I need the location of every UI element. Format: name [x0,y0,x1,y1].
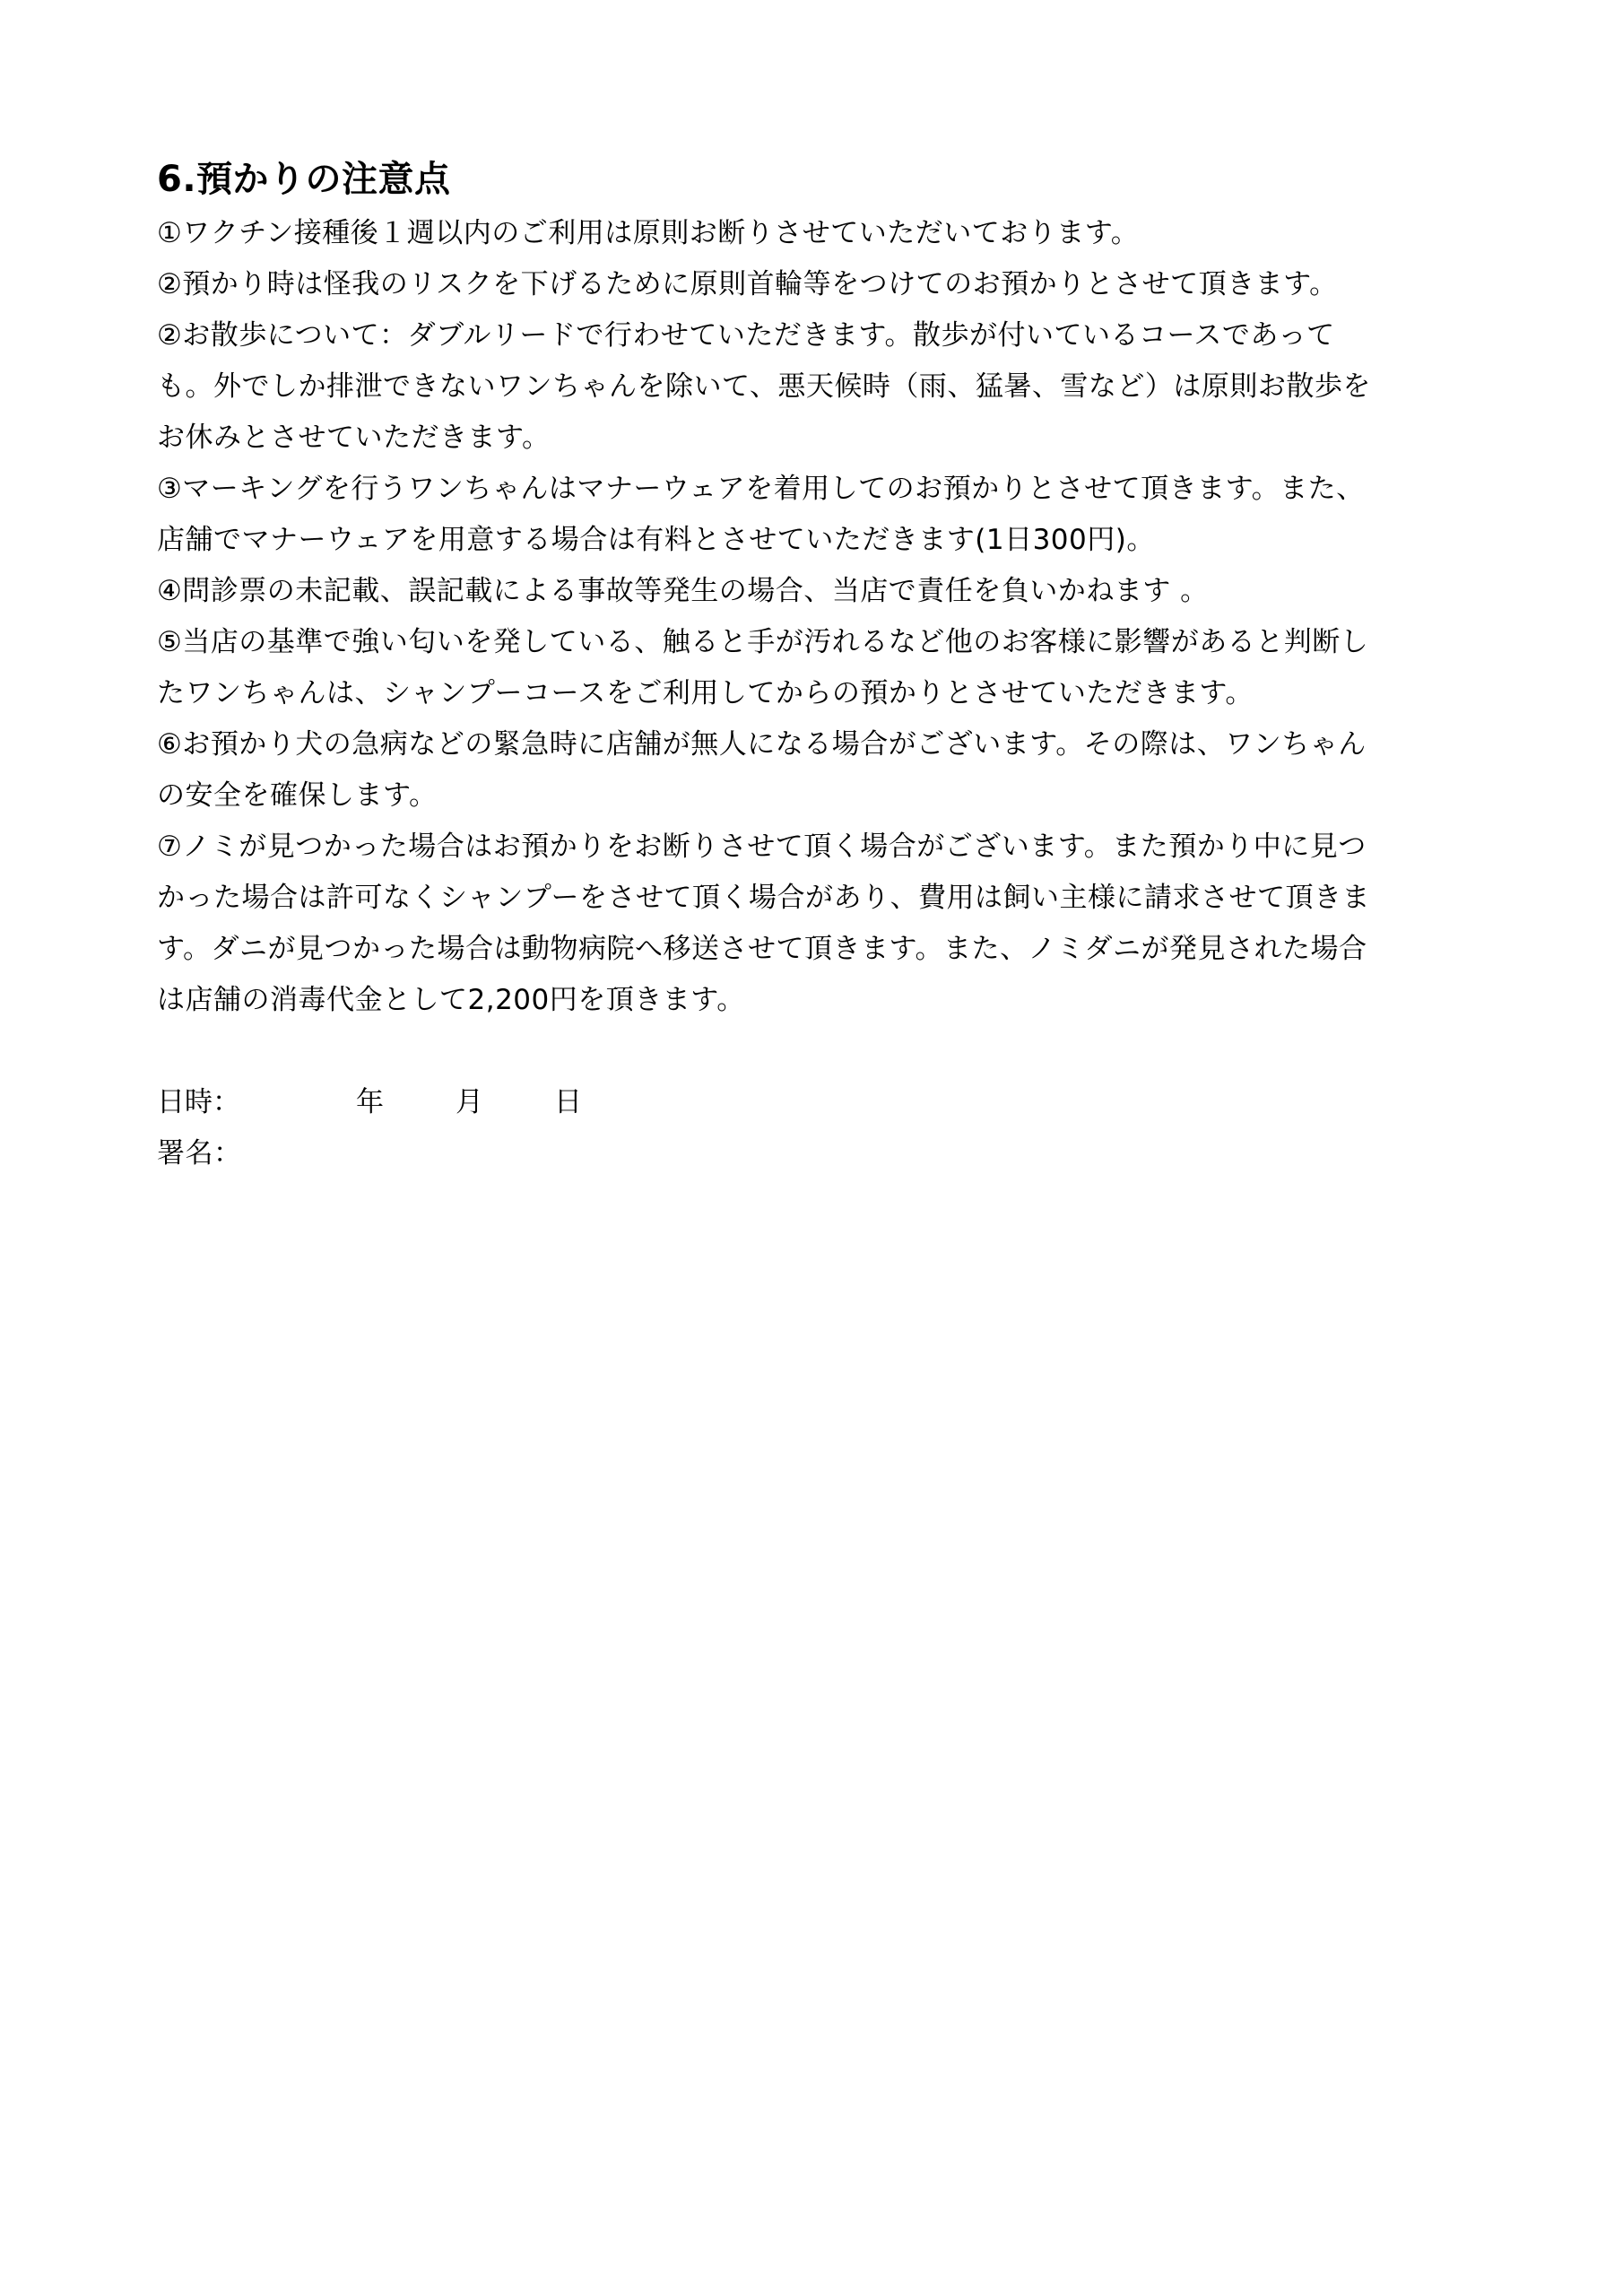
notice-line: たワンちゃんは、シャンプーコースをご利用してからの預かりとさせていただきます。 [157,677,1254,709]
notice-line: の安全を確保します。 [157,779,438,812]
notice-line: ①ワクチン接種後１週以内のご利用は原則お断りさせていただいております。 [157,217,1140,249]
notice-line: は店舗の消毒代金として2,200円を頂きます。 [157,984,745,1016]
notice-line: お休みとさせていただきます。 [157,422,551,454]
spacer [157,1026,1475,1077]
notice-line: 店舗でマナーウェアを用意する場合は有料とさせていただきます(1日300円)。 [157,524,1155,556]
date-label: 日時： [157,1086,240,1118]
notice-line: ⑤当店の基準で強い匂いを発している、触ると手が汚れるなど他のお客様に影響があると判断し [157,626,1369,658]
notice-line: かった場合は許可なくシャンプーをさせて頂く場合があり、費用は飼い主様に請求させて頂きま [157,882,1370,914]
section-title: 6.預かりの注意点 [157,159,451,200]
notice-line: も。外でしか排泄できないワンちゃんを除いて、悪天候時（雨、猛暑、雪など）は原則お散歩を [157,370,1371,403]
date-field-row [157,1077,1475,1128]
notice-list [157,208,1475,1026]
notice-line: ②預かり時は怪我のリスクを下げるために原則首輪等をつけてのお預かりとさせて頂きます。 [157,268,1338,300]
notice-line: ⑥お預かり犬の急病などの緊急時に店舗が無人になる場合がございます。その際は、ワンちゃん [157,728,1367,761]
notice-line: ③マーキングを行うワンちゃんはマナーウェアを着用してのお預かりとさせて頂きます。また、 [157,473,1365,505]
notice-line: ④問診票の未記載、誤記載による事故等発生の場合、当店で責任を負いかねます 。 [157,575,1209,607]
signature-label: 署名： [157,1137,242,1170]
year-label: 年 [356,1086,384,1118]
notice-line: す。ダニが見つかった場合は動物病院へ移送させて頂きます。また、ノミダニが発見された場合 [157,933,1367,965]
notice-line: ②お散歩について：ダブルリードで行わせていただきます。散歩が付いているコースであって [157,319,1335,352]
document-content [157,152,1475,1179]
month-label: 月 [456,1086,483,1118]
notice-line: ⑦ノミが見つかった場合はお預かりをお断りさせて頂く場合がございます。また預かり中に見つ [157,831,1367,863]
day-label: 日 [554,1086,582,1118]
